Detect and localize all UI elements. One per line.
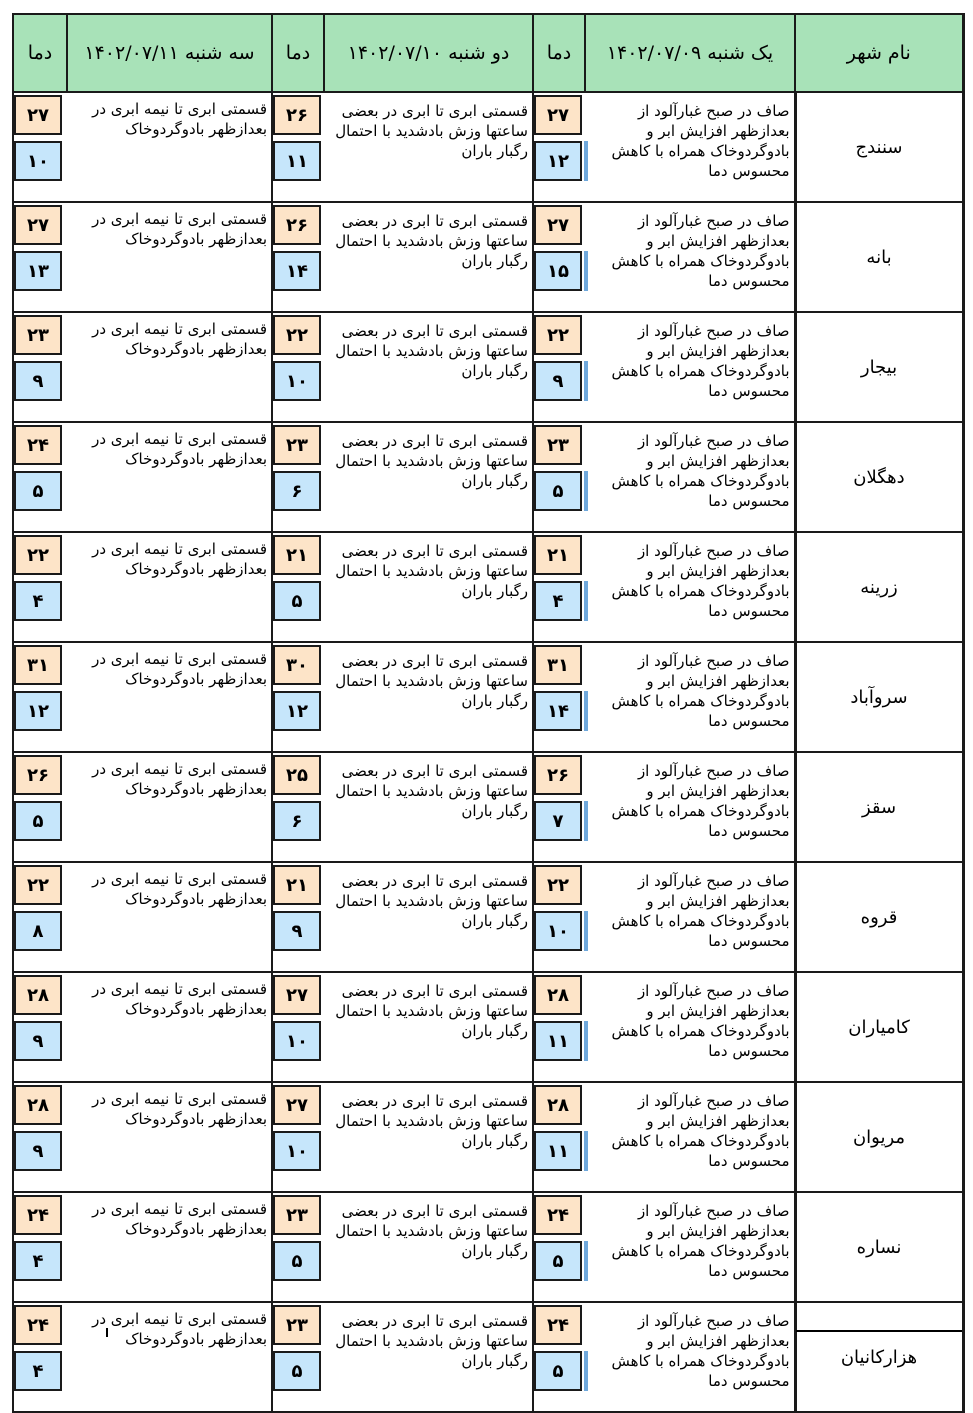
day-3-description: قسمتی ابری تا نیمه ابری در بعدازظهر بادوگردوخاک: [67, 1082, 272, 1192]
day-1-temps: [533, 862, 585, 972]
max-temp: ۲۱: [273, 865, 321, 905]
header-row: [13, 14, 963, 92]
accent-bar: [584, 1351, 588, 1391]
max-temp: ۲۶: [14, 755, 62, 795]
day-3-temp-header: دما: [13, 14, 67, 92]
max-temp: ۲۷: [534, 95, 582, 135]
min-temp: ۱۰: [273, 1131, 321, 1171]
max-temp: ۲۳: [273, 1305, 321, 1345]
footer-mark: [106, 1328, 108, 1337]
min-temp: ۵: [273, 1241, 321, 1281]
max-temp: ۲۲: [14, 535, 62, 575]
min-temp: ۱۴: [273, 251, 321, 291]
day-3-description: قسمتی ابری تا نیمه ابری در بعدازظهر بادوگردوخاک: [67, 312, 272, 422]
city-name: بیجار: [795, 312, 963, 422]
min-temp: ۱۳: [14, 251, 62, 291]
day-3-description: قسمتی ابری تا نیمه ابری در بعدازظهر بادوگردوخاک: [67, 862, 272, 972]
min-temp: ۹: [273, 911, 321, 951]
max-temp: ۲۴: [14, 1305, 62, 1345]
day-3-description: قسمتی ابری تا نیمه ابری در بعدازظهر بادوگردوخاک: [67, 202, 272, 312]
day-2-description: قسمتی ابری تا ابری در بعضی ساعتها وزش بادشدید با احتمال رگبار باران: [324, 202, 533, 312]
max-temp: ۳۰: [273, 645, 321, 685]
day-1-description: صاف در صبح غبارآلود از بعدازظهر افزایش ابر و بادوگردوخاک همراه با کاهش محسوس دما: [585, 532, 795, 642]
day-1-temps: [533, 312, 585, 422]
city-row: [13, 312, 963, 422]
day-2-description: قسمتی ابری تا ابری در بعضی ساعتها وزش بادشدید با احتمال رگبار باران: [324, 532, 533, 642]
min-temp: ۵: [534, 1351, 582, 1391]
day-2-temps: [272, 422, 324, 532]
city-name: هزارکانیان: [795, 1302, 963, 1412]
min-temp: ۱۱: [273, 141, 321, 181]
day-1-description: صاف در صبح غبارآلود از بعدازظهر افزایش ابر و بادوگردوخاک همراه با کاهش محسوس دما: [585, 642, 795, 752]
max-temp: ۲۲: [534, 865, 582, 905]
accent-bar: [584, 1241, 588, 1281]
day-3-header: سه شنبه ۱۴۰۲/۰۷/۱۱: [67, 14, 272, 92]
min-temp: ۴: [534, 581, 582, 621]
city-name: سروآباد: [795, 642, 963, 752]
min-temp: ۹: [14, 1131, 62, 1171]
forecast-table-wrapper: [12, 13, 962, 1413]
day-2-description: قسمتی ابری تا ابری در بعضی ساعتها وزش بادشدید با احتمال رگبار باران: [324, 972, 533, 1082]
min-temp: ۱۲: [534, 141, 582, 181]
day-1-temps: [533, 532, 585, 642]
day-2-description: قسمتی ابری تا ابری در بعضی ساعتها وزش بادشدید با احتمال رگبار باران: [324, 752, 533, 862]
day-1-description: صاف در صبح غبارآلود از بعدازظهر افزایش ابر و بادوگردوخاک همراه با کاهش محسوس دما: [585, 1302, 795, 1412]
max-temp: ۲۷: [14, 205, 62, 245]
city-row: [13, 752, 963, 862]
city-row: [13, 92, 963, 202]
day-2-description: قسمتی ابری تا ابری در بعضی ساعتها وزش بادشدید با احتمال رگبار باران: [324, 862, 533, 972]
accent-bar: [584, 581, 588, 621]
day-3-temps: [13, 202, 67, 312]
city-name: سنندج: [795, 92, 963, 202]
day-3-temps: [13, 1302, 67, 1412]
day-3-description: قسمتی ابری تا نیمه ابری در بعدازظهر بادوگردوخاک: [67, 92, 272, 202]
min-temp: ۱۱: [534, 1131, 582, 1171]
min-temp: ۱۲: [14, 691, 62, 731]
min-temp: ۱۴: [534, 691, 582, 731]
accent-bar: [584, 471, 588, 511]
max-temp: ۲۳: [14, 315, 62, 355]
min-temp: ۴: [14, 1241, 62, 1281]
max-temp: ۲۷: [534, 205, 582, 245]
accent-bar: [584, 361, 588, 401]
max-temp: ۲۴: [14, 425, 62, 465]
max-temp: ۲۷: [273, 975, 321, 1015]
max-temp: ۲۲: [273, 315, 321, 355]
day-3-temps: [13, 862, 67, 972]
max-temp: ۲۱: [534, 535, 582, 575]
day-1-temps: [533, 1192, 585, 1302]
max-temp: ۲۵: [273, 755, 321, 795]
max-temp: ۲۳: [273, 425, 321, 465]
day-3-temps: [13, 422, 67, 532]
day-1-temps: [533, 202, 585, 312]
min-temp: ۹: [534, 361, 582, 401]
min-temp: ۵: [273, 581, 321, 621]
accent-bar: [584, 911, 588, 951]
day-2-temps: [272, 972, 324, 1082]
max-temp: ۳۱: [14, 645, 62, 685]
day-1-description: صاف در صبح غبارآلود از بعدازظهر افزایش ابر و بادوگردوخاک همراه با کاهش محسوس دما: [585, 202, 795, 312]
accent-bar: [584, 251, 588, 291]
day-2-temp-header: دما: [272, 14, 324, 92]
day-2-description: قسمتی ابری تا ابری در بعضی ساعتها وزش بادشدید با احتمال رگبار باران: [324, 92, 533, 202]
city-row: [13, 1302, 963, 1412]
day-1-temps: [533, 972, 585, 1082]
max-temp: ۲۲: [14, 865, 62, 905]
day-1-temps: [533, 92, 585, 202]
day-3-description: قسمتی ابری تا نیمه ابری در بعدازظهر بادوگردوخاک: [67, 1192, 272, 1302]
min-temp: ۵: [14, 471, 62, 511]
day-3-temps: [13, 752, 67, 862]
city-name: مریوان: [795, 1082, 963, 1192]
city-name: زرینه: [795, 532, 963, 642]
min-temp: ۵: [14, 801, 62, 841]
accent-bar: [584, 1021, 588, 1061]
day-2-description: قسمتی ابری تا ابری در بعضی ساعتها وزش بادشدید با احتمال رگبار باران: [324, 312, 533, 422]
day-3-temps: [13, 532, 67, 642]
day-3-temps: [13, 642, 67, 752]
day-3-description: قسمتی ابری تا نیمه ابری در بعدازظهر بادوگردوخاک: [67, 422, 272, 532]
day-2-description: قسمتی ابری تا ابری در بعضی ساعتها وزش بادشدید با احتمال رگبار باران: [324, 1082, 533, 1192]
max-temp: ۲۸: [534, 975, 582, 1015]
min-temp: ۹: [14, 361, 62, 401]
footer-rule: [796, 1330, 962, 1332]
day-2-temps: [272, 862, 324, 972]
day-1-description: صاف در صبح غبارآلود از بعدازظهر افزایش ابر و بادوگردوخاک همراه با کاهش محسوس دما: [585, 92, 795, 202]
city-row: [13, 972, 963, 1082]
day-3-temps: [13, 972, 67, 1082]
day-1-temps: [533, 642, 585, 752]
max-temp: ۲۴: [534, 1195, 582, 1235]
city-name: نساره: [795, 1192, 963, 1302]
day-1-description: صاف در صبح غبارآلود از بعدازظهر افزایش ابر و بادوگردوخاک همراه با کاهش محسوس دما: [585, 422, 795, 532]
min-temp: ۱۵: [534, 251, 582, 291]
day-2-description: قسمتی ابری تا ابری در بعضی ساعتها وزش بادشدید با احتمال رگبار باران: [324, 1192, 533, 1302]
day-1-description: صاف در صبح غبارآلود از بعدازظهر افزایش ابر و بادوگردوخاک همراه با کاهش محسوس دما: [585, 1192, 795, 1302]
day-2-temps: [272, 752, 324, 862]
city-row: [13, 532, 963, 642]
max-temp: ۲۸: [14, 1085, 62, 1125]
city-name: کامیاران: [795, 972, 963, 1082]
day-2-temps: [272, 532, 324, 642]
accent-bar: [584, 1131, 588, 1171]
forecast-body: [13, 92, 963, 1412]
city-name: سقز: [795, 752, 963, 862]
min-temp: ۱۰: [534, 911, 582, 951]
accent-bar: [584, 801, 588, 841]
day-3-description: قسمتی ابری تا نیمه ابری در بعدازظهر بادوگردوخاک: [67, 532, 272, 642]
day-2-description: قسمتی ابری تا ابری در بعضی ساعتها وزش بادشدید با احتمال رگبار باران: [324, 1302, 533, 1412]
day-3-temps: [13, 92, 67, 202]
min-temp: ۷: [534, 801, 582, 841]
day-1-description: صاف در صبح غبارآلود از بعدازظهر افزایش ابر و بادوگردوخاک همراه با کاهش محسوس دما: [585, 972, 795, 1082]
min-temp: ۱۰: [273, 1021, 321, 1061]
day-3-description: قسمتی ابری تا نیمه ابری در بعدازظهر بادوگردوخاک: [67, 972, 272, 1082]
max-temp: ۲۳: [273, 1195, 321, 1235]
max-temp: ۲۴: [14, 1195, 62, 1235]
day-2-temps: [272, 1192, 324, 1302]
min-temp: ۱۱: [534, 1021, 582, 1061]
day-2-header: دو شنبه ۱۴۰۲/۰۷/۱۰: [324, 14, 533, 92]
day-1-temps: [533, 422, 585, 532]
day-3-description: قسمتی ابری تا نیمه ابری در بعدازظهر بادوگردوخاک: [67, 1302, 272, 1412]
day-2-description: قسمتی ابری تا ابری در بعضی ساعتها وزش بادشدید با احتمال رگبار باران: [324, 642, 533, 752]
day-3-temps: [13, 1192, 67, 1302]
min-temp: ۶: [273, 801, 321, 841]
accent-bar: [584, 691, 588, 731]
min-temp: ۹: [14, 1021, 62, 1061]
day-1-description: صاف در صبح غبارآلود از بعدازظهر افزایش ابر و بادوگردوخاک همراه با کاهش محسوس دما: [585, 862, 795, 972]
city-row: [13, 642, 963, 752]
city-row: [13, 202, 963, 312]
max-temp: ۲۶: [273, 205, 321, 245]
min-temp: ۴: [14, 1351, 62, 1391]
day-1-temps: [533, 752, 585, 862]
max-temp: ۲۶: [273, 95, 321, 135]
min-temp: ۱۲: [273, 691, 321, 731]
day-2-temps: [272, 1302, 324, 1412]
day-2-temps: [272, 642, 324, 752]
city-row: [13, 862, 963, 972]
day-3-description: قسمتی ابری تا نیمه ابری در بعدازظهر بادوگردوخاک: [67, 752, 272, 862]
max-temp: ۲۴: [534, 1305, 582, 1345]
min-temp: ۱۰: [273, 361, 321, 401]
min-temp: ۶: [273, 471, 321, 511]
min-temp: ۴: [14, 581, 62, 621]
forecast-table: [12, 13, 965, 1413]
min-temp: ۵: [534, 471, 582, 511]
min-temp: ۸: [14, 911, 62, 951]
day-2-temps: [272, 1082, 324, 1192]
day-3-temps: [13, 312, 67, 422]
day-3-temps: [13, 1082, 67, 1192]
day-1-description: صاف در صبح غبارآلود از بعدازظهر افزایش ابر و بادوگردوخاک همراه با کاهش محسوس دما: [585, 1082, 795, 1192]
max-temp: ۲۶: [534, 755, 582, 795]
min-temp: ۱۰: [14, 141, 62, 181]
max-temp: ۲۳: [534, 425, 582, 465]
city-column-header: نام شهر: [795, 14, 963, 92]
day-2-description: قسمتی ابری تا ابری در بعضی ساعتها وزش بادشدید با احتمال رگبار باران: [324, 422, 533, 532]
max-temp: ۲۸: [14, 975, 62, 1015]
city-row: [13, 1192, 963, 1302]
max-temp: ۲۸: [534, 1085, 582, 1125]
day-1-temps: [533, 1082, 585, 1192]
city-row: [13, 422, 963, 532]
max-temp: ۳۱: [534, 645, 582, 685]
max-temp: ۲۱: [273, 535, 321, 575]
day-1-header: یک شنبه ۱۴۰۲/۰۷/۰۹: [585, 14, 795, 92]
city-name: قروه: [795, 862, 963, 972]
day-3-description: قسمتی ابری تا نیمه ابری در بعدازظهر بادوگردوخاک: [67, 642, 272, 752]
min-temp: ۵: [273, 1351, 321, 1391]
city-name: دهگلان: [795, 422, 963, 532]
max-temp: ۲۲: [534, 315, 582, 355]
day-2-temps: [272, 202, 324, 312]
min-temp: ۵: [534, 1241, 582, 1281]
city-row: [13, 1082, 963, 1192]
day-1-temp-header: دما: [533, 14, 585, 92]
day-1-temps: [533, 1302, 585, 1412]
day-1-description: صاف در صبح غبارآلود از بعدازظهر افزایش ابر و بادوگردوخاک همراه با کاهش محسوس دما: [585, 752, 795, 862]
city-name: بانه: [795, 202, 963, 312]
max-temp: ۲۷: [14, 95, 62, 135]
day-2-temps: [272, 312, 324, 422]
day-2-temps: [272, 92, 324, 202]
max-temp: ۲۷: [273, 1085, 321, 1125]
day-1-description: صاف در صبح غبارآلود از بعدازظهر افزایش ابر و بادوگردوخاک همراه با کاهش محسوس دما: [585, 312, 795, 422]
accent-bar: [584, 141, 588, 181]
